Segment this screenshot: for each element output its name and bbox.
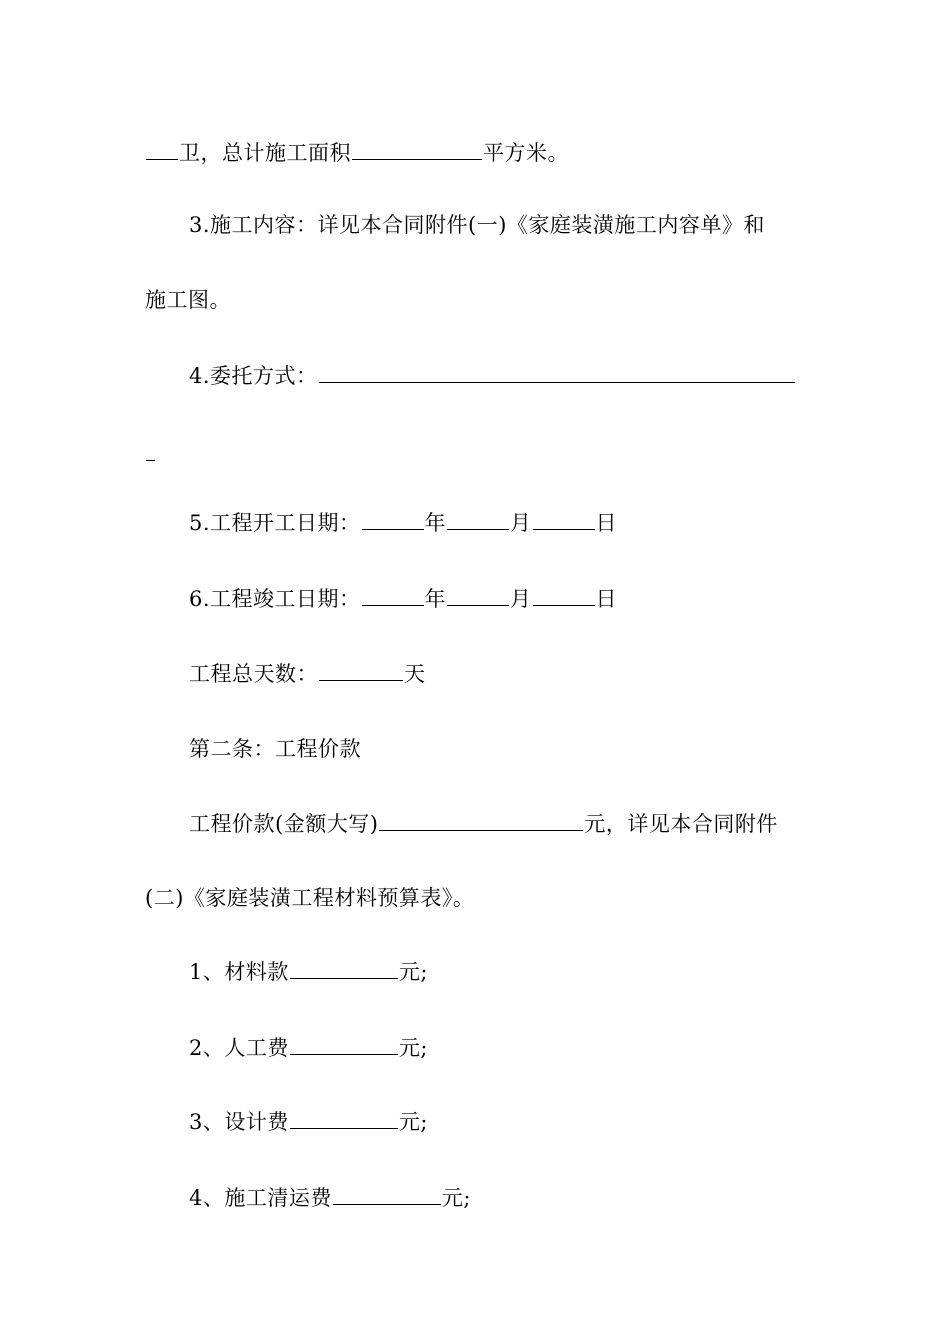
total-days-line [189, 660, 426, 688]
commission-method-blank [319, 362, 795, 383]
construction-drawing-line [145, 286, 231, 314]
area-blank [352, 139, 482, 160]
commission-method-continuation [145, 440, 156, 468]
cleanup-fee-label: 4、施工清运费 [189, 1186, 332, 1210]
blank-field [146, 139, 178, 160]
start-day-blank [533, 509, 595, 530]
design-fee-blank [290, 1108, 398, 1129]
contract-price-blank [379, 810, 583, 831]
start-year-blank [362, 509, 424, 530]
area-line [145, 139, 569, 167]
completion-month-unit: 月 [510, 587, 532, 611]
design-fee-line [189, 1108, 428, 1136]
completion-day-unit: 日 [595, 587, 618, 611]
commission-method-line [189, 362, 796, 390]
start-year-unit: 年 [424, 511, 447, 535]
design-fee-label: 3、设计费 [189, 1110, 289, 1134]
contract-price-line [189, 810, 778, 838]
article-two-text: 第二条：工程价款 [189, 737, 361, 761]
completion-year-blank [362, 585, 424, 606]
labor-fee-unit: 元; [398, 1036, 428, 1060]
start-month-unit: 月 [510, 511, 532, 535]
materials-fee-blank [290, 958, 398, 979]
construction-content-line [189, 211, 765, 239]
construction-drawing-text: 施工图。 [145, 288, 231, 312]
start-day-unit: 日 [595, 511, 618, 535]
start-date-line [189, 509, 617, 537]
contract-price-label: 工程价款(金额大写) [189, 812, 379, 836]
cleanup-fee-unit: 元; [441, 1186, 471, 1210]
completion-month-blank [447, 585, 509, 606]
construction-content-text: 3.施工内容：详见本合同附件(一)《家庭装潢施工内容单》和 [189, 213, 765, 237]
labor-fee-line [189, 1034, 428, 1062]
completion-day-blank [533, 585, 595, 606]
design-fee-unit: 元; [398, 1110, 428, 1134]
cleanup-fee-blank [333, 1184, 441, 1205]
area-unit: 平方米。 [483, 141, 569, 165]
materials-fee-line [189, 958, 428, 986]
labor-fee-blank [290, 1034, 398, 1055]
start-month-blank [447, 509, 509, 530]
area-label: 卫，总计施工面积 [179, 141, 351, 165]
completion-year-unit: 年 [424, 587, 447, 611]
materials-fee-unit: 元; [398, 960, 428, 984]
start-date-label: 5.工程开工日期： [189, 511, 361, 535]
cleanup-fee-line [189, 1184, 471, 1212]
contract-price-rest: 元，详见本合同附件 [584, 812, 778, 836]
total-days-label: 工程总天数： [189, 662, 318, 686]
materials-fee-label: 1、材料款 [189, 960, 289, 984]
total-days-unit: 天 [404, 662, 426, 686]
total-days-blank [319, 660, 403, 681]
article-two-heading [189, 735, 361, 763]
continuation-blank [146, 440, 155, 461]
completion-date-label: 6.工程竣工日期： [189, 587, 361, 611]
commission-method-label: 4.委托方式： [189, 364, 318, 388]
budget-table-line [145, 884, 474, 912]
labor-fee-label: 2、人工费 [189, 1036, 289, 1060]
completion-date-line [189, 585, 617, 613]
budget-table-text: (二)《家庭装潢工程材料预算表》。 [145, 886, 475, 910]
